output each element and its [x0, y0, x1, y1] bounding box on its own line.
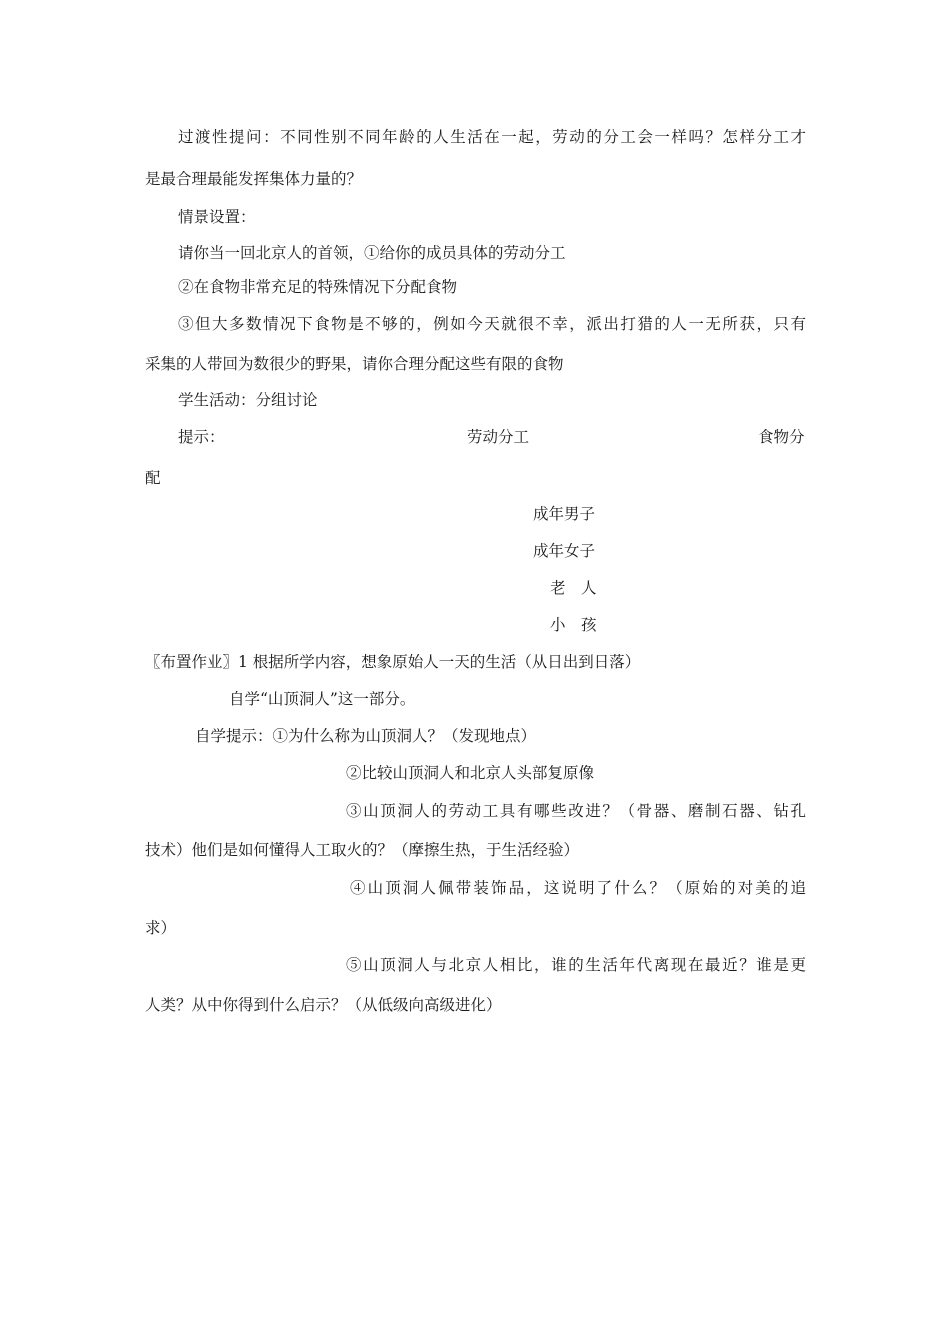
- self-study-q4-line-2: 求）: [145, 919, 177, 937]
- scenario-item-2: ②在食物非常充足的特殊情况下分配食物: [178, 278, 458, 296]
- homework-line-2: 自学“山顶洞人”这一部分。: [229, 690, 416, 708]
- homework-line-1: 〖布置作业〗1 根据所学内容，想象原始人一天的生活（从日出到日落）: [145, 653, 641, 671]
- group-adult-female: 成年女子: [533, 542, 596, 560]
- scenario-item-3-line-2: 采集的人带回为数很少的野果，请你合理分配这些有限的食物: [145, 355, 564, 373]
- hint-label: 提示：: [178, 428, 225, 446]
- hint-labor-division: 劳动分工: [467, 428, 530, 446]
- group-elderly: 老 人: [550, 579, 597, 597]
- scenario-label: 情景设置：: [178, 208, 256, 226]
- student-activity: 学生活动：分组讨论: [178, 391, 318, 409]
- group-adult-male: 成年男子: [533, 505, 596, 523]
- scenario-item-1: 请你当一回北京人的首领，①给你的成员具体的劳动分工: [178, 244, 566, 262]
- hint-food-distribution-wrap: 配: [145, 469, 161, 487]
- self-study-q3-line-2: 技术）他们是如何懂得人工取火的？（摩擦生热，于生活经验）: [145, 841, 580, 859]
- self-study-q5-line-2: 人类？从中你得到什么启示？（从低级向高级进化）: [145, 996, 502, 1014]
- self-study-q2: ②比较山顶洞人和北京人头部复原像: [346, 764, 595, 782]
- self-study-q1: 自学提示：①为什么称为山顶洞人？（发现地点）: [195, 727, 537, 745]
- transition-question-line-2: 是最合理最能发挥集体力量的？: [145, 170, 363, 188]
- transition-question-line-1: 过渡性提问：不同性别不同年龄的人生活在一起，劳动的分工会一样吗？怎样分工才: [178, 128, 806, 146]
- self-study-q3-line-1: ③山顶洞人的劳动工具有哪些改进？（骨器、磨制石器、钻孔: [346, 802, 806, 820]
- hint-food-distribution: 食物分: [758, 428, 805, 446]
- scenario-item-3-line-1: ③但大多数情况下食物是不够的，例如今天就很不幸，派出打猎的人一无所获，只有: [178, 315, 806, 333]
- self-study-q4-line-1: ④山顶洞人佩带装饰品，这说明了什么？（原始的对美的追: [350, 879, 806, 897]
- self-study-q5-line-1: ⑤山顶洞人与北京人相比，谁的生活年代离现在最近？谁是更: [346, 956, 806, 974]
- group-children: 小 孩: [550, 616, 597, 634]
